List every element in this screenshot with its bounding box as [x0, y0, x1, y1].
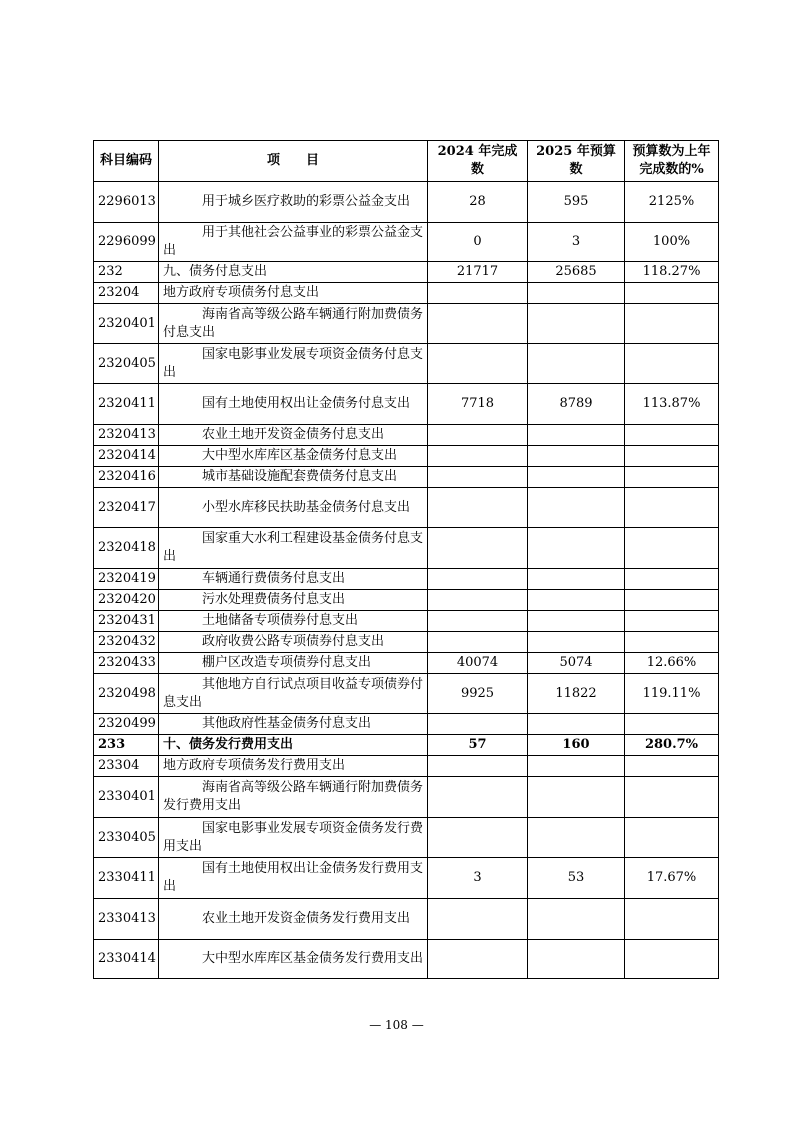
row-done-2024 [428, 818, 528, 858]
row-done-2024 [428, 777, 528, 818]
row-done-2024 [428, 611, 528, 632]
row-done-2024: 0 [428, 223, 528, 262]
row-done-2024 [428, 283, 528, 304]
row-code: 2320498 [94, 674, 159, 714]
row-done-2024: 40074 [428, 653, 528, 674]
row-done-2024 [428, 488, 528, 528]
row-pct [625, 756, 719, 777]
row-pct [625, 940, 719, 979]
table-row [94, 467, 719, 488]
row-pct: 118.27% [625, 262, 719, 283]
row-pct [625, 425, 719, 446]
row-pct: 100% [625, 223, 719, 262]
row-code: 2320418 [94, 528, 159, 569]
row-done-2024 [428, 940, 528, 979]
row-pct: 2125% [625, 182, 719, 223]
row-done-2024 [428, 425, 528, 446]
table-row [94, 590, 719, 611]
row-budget-2025 [528, 756, 625, 777]
row-code: 2330414 [94, 940, 159, 979]
header-done-2024: 2024 年完成数 [428, 141, 528, 182]
row-code: 2330401 [94, 777, 159, 818]
row-code: 2330413 [94, 899, 159, 940]
row-pct [625, 488, 719, 528]
table-row [94, 899, 719, 940]
row-pct [625, 632, 719, 653]
row-code: 2296013 [94, 182, 159, 223]
row-budget-2025 [528, 714, 625, 735]
row-item-name: 海南省高等级公路车辆通行附加费债务发行费用支出 [159, 777, 428, 818]
row-done-2024: 21717 [428, 262, 528, 283]
row-code: 2320417 [94, 488, 159, 528]
row-budget-2025 [528, 283, 625, 304]
row-done-2024 [428, 304, 528, 344]
row-code: 2320420 [94, 590, 159, 611]
row-code: 2320413 [94, 425, 159, 446]
row-item-name: 十、债务发行费用支出 [159, 735, 428, 756]
table-row [94, 344, 719, 384]
budget-table [93, 140, 719, 979]
row-budget-2025 [528, 304, 625, 344]
row-code: 2296099 [94, 223, 159, 262]
row-item-name: 农业土地开发资金债务发行费用支出 [159, 899, 428, 940]
table-row [94, 223, 719, 262]
row-pct [625, 304, 719, 344]
row-done-2024 [428, 446, 528, 467]
row-code: 2320416 [94, 467, 159, 488]
page-number: — 108 — [369, 1018, 424, 1032]
row-item-name: 国有土地使用权出让金债务付息支出 [159, 384, 428, 425]
row-done-2024 [428, 590, 528, 611]
row-item-name: 地方政府专项债务发行费用支出 [159, 756, 428, 777]
row-budget-2025 [528, 467, 625, 488]
row-done-2024 [428, 714, 528, 735]
row-code: 232 [94, 262, 159, 283]
row-item-name: 国有土地使用权出让金债务发行费用支出 [159, 858, 428, 899]
table-row [94, 283, 719, 304]
row-item-name: 土地储备专项债券付息支出 [159, 611, 428, 632]
header-budget-2025: 2025 年预算数 [528, 141, 625, 182]
row-budget-2025 [528, 425, 625, 446]
row-pct [625, 899, 719, 940]
row-item-name: 政府收费公路专项债券付息支出 [159, 632, 428, 653]
row-budget-2025: 25685 [528, 262, 625, 283]
header-item: 项 目 [159, 141, 428, 182]
header-pct: 预算数为上年完成数的% [625, 141, 719, 182]
row-done-2024 [428, 899, 528, 940]
row-pct [625, 714, 719, 735]
row-item-name: 九、债务付息支出 [159, 262, 428, 283]
row-item-name: 城市基础设施配套费债务付息支出 [159, 467, 428, 488]
row-item-name: 车辆通行费债务付息支出 [159, 569, 428, 590]
table-row [94, 304, 719, 344]
row-pct: 280.7% [625, 735, 719, 756]
row-item-name: 棚户区改造专项债券付息支出 [159, 653, 428, 674]
row-done-2024 [428, 756, 528, 777]
table-row [94, 940, 719, 979]
row-budget-2025 [528, 940, 625, 979]
header-code: 科目编码 [94, 141, 159, 182]
row-item-name: 国家重大水利工程建设基金债务付息支出 [159, 528, 428, 569]
row-code: 2320405 [94, 344, 159, 384]
row-code: 23304 [94, 756, 159, 777]
row-item-name: 大中型水库库区基金债务发行费用支出 [159, 940, 428, 979]
row-done-2024 [428, 344, 528, 384]
table-row [94, 735, 719, 756]
row-item-name: 国家电影事业发展专项资金债务发行费用支出 [159, 818, 428, 858]
row-budget-2025: 5074 [528, 653, 625, 674]
row-budget-2025 [528, 611, 625, 632]
table-row [94, 611, 719, 632]
row-budget-2025 [528, 590, 625, 611]
row-item-name: 国家电影事业发展专项资金债务付息支出 [159, 344, 428, 384]
table-row [94, 632, 719, 653]
row-budget-2025 [528, 528, 625, 569]
table-row [94, 446, 719, 467]
row-item-name: 用于城乡医疗救助的彩票公益金支出 [159, 182, 428, 223]
row-item-name: 海南省高等级公路车辆通行附加费债务付息支出 [159, 304, 428, 344]
row-budget-2025 [528, 899, 625, 940]
row-code: 2320401 [94, 304, 159, 344]
row-pct: 17.67% [625, 858, 719, 899]
row-budget-2025 [528, 569, 625, 590]
row-code: 2320432 [94, 632, 159, 653]
row-budget-2025: 160 [528, 735, 625, 756]
table-row [94, 384, 719, 425]
row-pct [625, 283, 719, 304]
row-done-2024: 28 [428, 182, 528, 223]
table-row [94, 756, 719, 777]
row-pct [625, 446, 719, 467]
row-budget-2025 [528, 777, 625, 818]
row-done-2024 [428, 467, 528, 488]
row-budget-2025 [528, 344, 625, 384]
row-code: 2320433 [94, 653, 159, 674]
table-row [94, 262, 719, 283]
row-item-name: 地方政府专项债务付息支出 [159, 283, 428, 304]
row-done-2024: 3 [428, 858, 528, 899]
row-budget-2025: 3 [528, 223, 625, 262]
row-code: 2330411 [94, 858, 159, 899]
table-body [94, 182, 719, 979]
table-row [94, 569, 719, 590]
table-row [94, 714, 719, 735]
row-budget-2025 [528, 818, 625, 858]
table-row [94, 858, 719, 899]
row-code: 2330405 [94, 818, 159, 858]
row-code: 2320414 [94, 446, 159, 467]
row-pct: 113.87% [625, 384, 719, 425]
row-pct [625, 590, 719, 611]
row-pct [625, 467, 719, 488]
table-row [94, 528, 719, 569]
row-budget-2025: 8789 [528, 384, 625, 425]
row-done-2024 [428, 528, 528, 569]
row-done-2024: 9925 [428, 674, 528, 714]
row-done-2024 [428, 569, 528, 590]
row-pct: 119.11% [625, 674, 719, 714]
row-item-name: 用于其他社会公益事业的彩票公益金支出 [159, 223, 428, 262]
row-item-name: 其他政府性基金债务付息支出 [159, 714, 428, 735]
row-budget-2025 [528, 446, 625, 467]
table-row [94, 674, 719, 714]
row-pct [625, 611, 719, 632]
table-row [94, 488, 719, 528]
row-done-2024: 57 [428, 735, 528, 756]
row-code: 2320499 [94, 714, 159, 735]
row-pct: 12.66% [625, 653, 719, 674]
table-row [94, 653, 719, 674]
row-pct [625, 528, 719, 569]
table-row [94, 182, 719, 223]
row-item-name: 污水处理费债务付息支出 [159, 590, 428, 611]
row-item-name: 其他地方自行试点项目收益专项债券付息支出 [159, 674, 428, 714]
row-budget-2025 [528, 632, 625, 653]
row-code: 2320411 [94, 384, 159, 425]
row-budget-2025: 53 [528, 858, 625, 899]
row-pct [625, 818, 719, 858]
row-item-name: 小型水库移民扶助基金债务付息支出 [159, 488, 428, 528]
table-row [94, 425, 719, 446]
row-budget-2025: 595 [528, 182, 625, 223]
row-pct [625, 777, 719, 818]
row-budget-2025 [528, 488, 625, 528]
row-pct [625, 344, 719, 384]
row-code: 23204 [94, 283, 159, 304]
row-item-name: 农业土地开发资金债务付息支出 [159, 425, 428, 446]
row-done-2024 [428, 632, 528, 653]
row-code: 2320419 [94, 569, 159, 590]
row-done-2024: 7718 [428, 384, 528, 425]
row-code: 2320431 [94, 611, 159, 632]
row-budget-2025: 11822 [528, 674, 625, 714]
table-row [94, 777, 719, 818]
table-header-row [94, 141, 719, 182]
row-item-name: 大中型水库库区基金债务付息支出 [159, 446, 428, 467]
row-pct [625, 569, 719, 590]
table-row [94, 818, 719, 858]
row-code: 233 [94, 735, 159, 756]
